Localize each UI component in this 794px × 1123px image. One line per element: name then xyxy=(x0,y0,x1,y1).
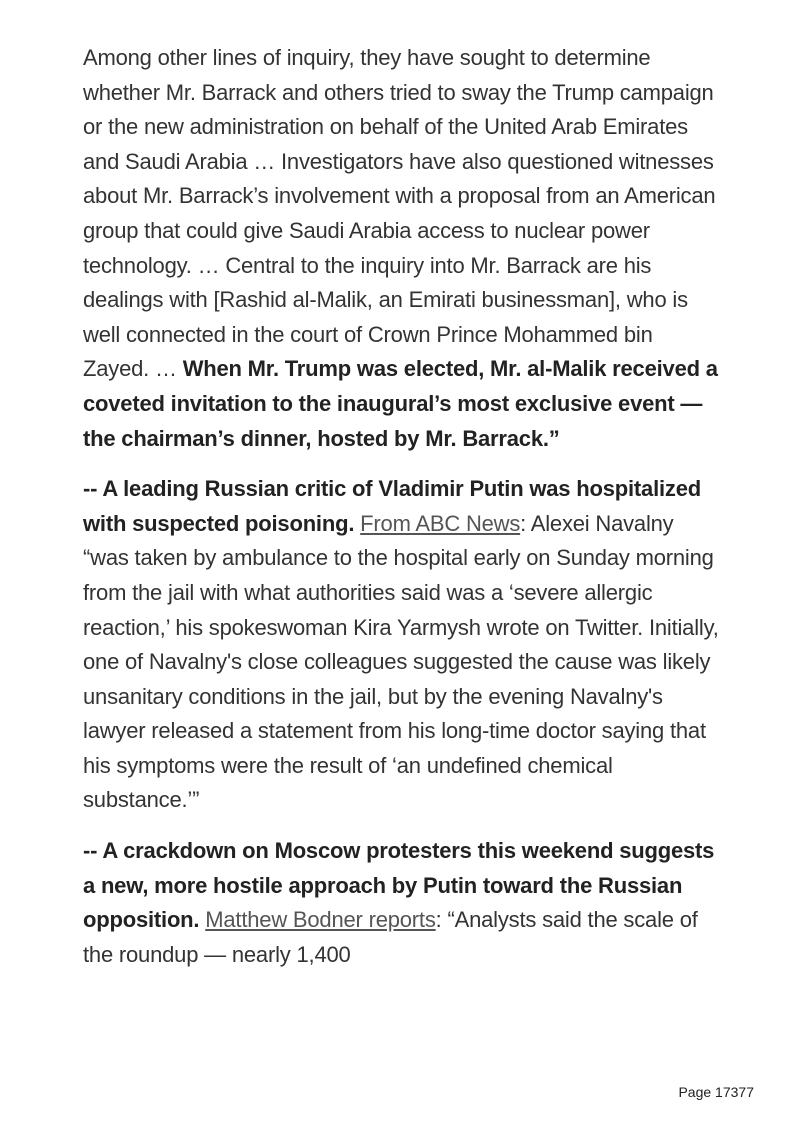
bold-highlight: When Mr. Trump was elected, Mr. al-Malik received a coveted invitation to the inaugural’s most exclusive event — the chairman’s dinner, hosted by Mr. Barrack.” xyxy=(83,356,718,451)
abc-news-link[interactable]: From ABC News xyxy=(360,510,521,536)
paragraph-barrack-inquiry xyxy=(83,41,723,456)
paragraph-navalny xyxy=(83,472,723,818)
paragraph-text: : “Analysts said the scale of the roundup — nearly 1,400 xyxy=(83,907,698,967)
bold-headline: -- A crackdown on Moscow protesters this weekend suggests a new, more hostile approach by Putin toward the Russian opposition. xyxy=(83,838,715,933)
paragraph-moscow-crackdown xyxy=(83,834,723,972)
bodner-report-link[interactable]: Matthew Bodner reports xyxy=(205,907,436,933)
document-body xyxy=(83,41,723,972)
paragraph-text: : Alexei Navalny “was taken by ambulance to the hospital early on Sunday morning from the jail with what authorities said was a ‘severe allergic reaction,’ his spokeswoman Kira Yarmysh wrote on Twitter. Initially, one of Navalny's close colleagues suggested the cause was likely unsanitary conditions in the jail, but by the evening Navalny's lawyer released a statement from his long-time doctor saying that his symptoms were the result of ‘an undefined chemical substance.’” xyxy=(83,510,719,813)
paragraph-text: Among other lines of inquiry, they have sought to determine whether Mr. Barrack and others tried to sway the Trump campaign or the new administration on behalf of the United Arab Emirates and Saudi Arabia … Investigators have also questioned witnesses about Mr. Barrack’s involvement with a proposal from an American group that could give Saudi Arabia access to nuclear power technology. … Central to the inquiry into Mr. Barrack are his dealings with [Rashid al-Malik, an Emirati businessman], who is well connected in the court of Crown Prince Mohammed bin Zayed. … xyxy=(83,45,716,382)
page-number: Page 17377 xyxy=(678,1084,754,1100)
bold-headline: -- A leading Russian critic of Vladimir Putin was hospitalized with suspected poisoning. xyxy=(83,476,701,536)
